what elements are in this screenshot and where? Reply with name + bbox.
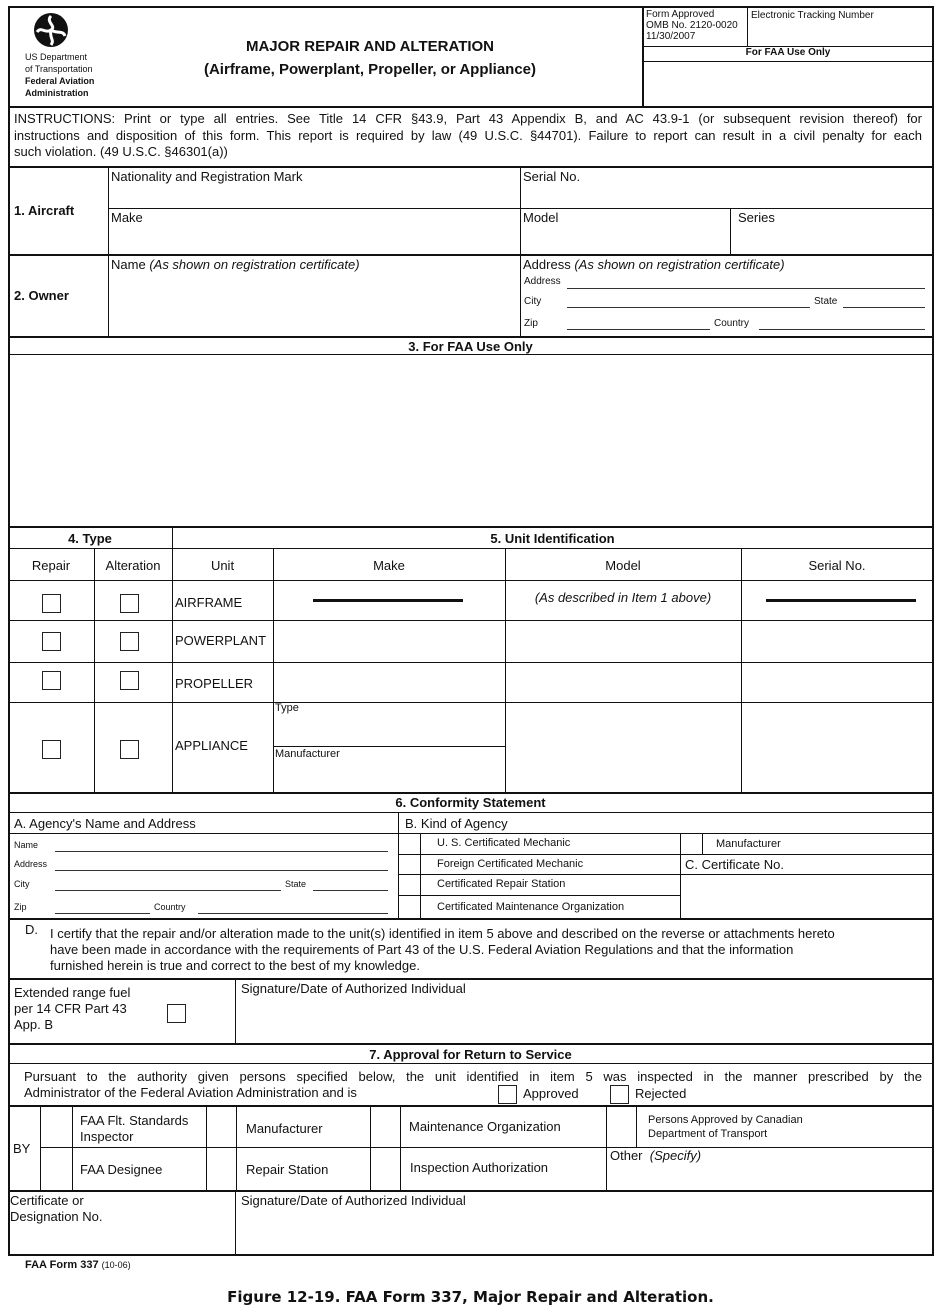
appliance-type-field[interactable]: Type [275, 702, 299, 714]
kind-maintenance-org: Certificated Maintenance Organization [437, 901, 625, 913]
approval-signature-field[interactable]: Signature/Date of Authorized Individual [241, 1193, 466, 1208]
maintenance-org-label: Maintenance Organization [409, 1119, 561, 1134]
extended-range-fuel-label: Extended range fuel per 14 CFR Part 43 App. B [14, 985, 131, 1032]
unit-propeller: PROPELLER [175, 676, 254, 691]
owner-section-label: 2. Owner [14, 288, 69, 303]
make-header: Make [373, 558, 405, 573]
owner-city-input[interactable] [567, 307, 810, 308]
canadian-checkbox[interactable] [607, 1106, 636, 1147]
model-header: Model [605, 558, 641, 573]
unit-airframe: AIRFRAME [175, 595, 243, 610]
maintenance-org-approval-checkbox[interactable] [371, 1106, 400, 1147]
faa-use-only-label: For FAA Use Only [745, 47, 831, 58]
flt-standards-label: FAA Flt. Standards Inspector [80, 1113, 189, 1144]
agency-address-label: Address [14, 859, 48, 869]
owner-zip-input[interactable] [567, 329, 710, 330]
aircraft-make-field[interactable]: Make [111, 210, 143, 225]
airframe-serial-na-line [766, 599, 916, 602]
foreign-mechanic-checkbox[interactable] [399, 855, 420, 874]
manufacturer-label: Manufacturer [246, 1121, 323, 1136]
unit-section-label: 5. Unit Identification [490, 531, 615, 546]
dot-logo-icon [33, 12, 69, 48]
agency-city-input[interactable] [55, 890, 281, 891]
agency-zip-label: Zip [14, 902, 27, 912]
propeller-repair-checkbox[interactable] [42, 671, 61, 690]
owner-state-input[interactable] [843, 307, 925, 308]
kind-us-mechanic: U. S. Certificated Mechanic [437, 837, 571, 849]
appliance-repair-checkbox[interactable] [42, 740, 61, 759]
repair-header: Repair [31, 558, 71, 573]
airframe-alteration-checkbox[interactable] [120, 594, 139, 613]
repair-station-label: Repair Station [246, 1162, 329, 1177]
address-label: Address [524, 276, 561, 287]
unit-header: Unit [210, 558, 235, 573]
powerplant-repair-checkbox[interactable] [42, 632, 61, 651]
unit-appliance: APPLIANCE [175, 738, 248, 753]
manufacturer-checkbox[interactable] [681, 834, 702, 854]
airframe-make-na-line [313, 599, 463, 602]
agency-name-label: Name [14, 840, 39, 850]
agency-state-input[interactable] [313, 890, 388, 891]
by-label: BY [13, 1141, 31, 1156]
owner-address-input[interactable] [567, 288, 925, 289]
owner-address-heading: Address (As shown on registration certificate) [523, 257, 785, 272]
repair-station-approval-checkbox[interactable] [207, 1148, 236, 1190]
figure-caption: Figure 12-19. FAA Form 337, Major Repair and Alteration. [227, 1288, 714, 1306]
designee-label: FAA Designee [80, 1162, 163, 1177]
approved-label: Approved [523, 1086, 579, 1101]
serial-header: Serial No. [808, 558, 866, 573]
inspection-auth-label: Inspection Authorization [410, 1160, 549, 1175]
aircraft-series-field[interactable]: Series [738, 210, 775, 225]
approved-checkbox[interactable] [498, 1085, 517, 1104]
airframe-model-note: (As described in Item 1 above) [534, 590, 712, 605]
faa-use-section-label: 3. For FAA Use Only [408, 339, 533, 354]
flt-standards-checkbox[interactable] [41, 1106, 72, 1147]
faa-use-area[interactable] [9, 355, 932, 525]
owner-country-input[interactable] [759, 329, 925, 330]
agency-name-input[interactable] [55, 851, 388, 852]
conformity-section-label: 6. Conformity Statement [395, 795, 546, 810]
city-label: City [524, 296, 542, 307]
aircraft-serial-field[interactable]: Serial No. [523, 169, 581, 184]
conformity-signature-field[interactable]: Signature/Date of Authorized Individual [241, 981, 466, 996]
rejected-checkbox[interactable] [610, 1085, 629, 1104]
omb-info: Form Approved OMB No. 2120-0020 11/30/2007 [646, 9, 738, 42]
tracking-number-label: Electronic Tracking Number [751, 10, 874, 21]
agency-country-input[interactable] [198, 913, 388, 914]
zip-label: Zip [524, 318, 538, 329]
repair-station-checkbox[interactable] [399, 875, 420, 895]
certification-d-label: D. [25, 922, 38, 937]
canadian-label: Persons Approved by Canadian Department of Transport [648, 1114, 803, 1140]
appliance-manufacturer-field[interactable]: Manufacturer [275, 748, 340, 760]
manufacturer-approval-checkbox[interactable] [207, 1106, 236, 1147]
extended-range-fuel-checkbox[interactable] [167, 1004, 186, 1023]
maintenance-org-checkbox[interactable] [399, 896, 420, 918]
agency-address-input[interactable] [55, 870, 388, 871]
form-subtitle: (Airframe, Powerplant, Propeller, or Appliance) [203, 61, 537, 78]
designation-no-field[interactable]: Certificate or Designation No. [10, 1193, 103, 1224]
agency-state-label: State [285, 879, 307, 889]
registration-mark-field[interactable]: Nationality and Registration Mark [111, 169, 303, 184]
agency-name-heading: A. Agency's Name and Address [14, 816, 196, 831]
agency-country-label: Country [154, 902, 186, 912]
airframe-repair-checkbox[interactable] [42, 594, 61, 613]
kind-manufacturer: Manufacturer [716, 838, 781, 850]
us-mechanic-checkbox[interactable] [399, 834, 420, 854]
aircraft-model-field[interactable]: Model [523, 210, 559, 225]
powerplant-alteration-checkbox[interactable] [120, 632, 139, 651]
propeller-alteration-checkbox[interactable] [120, 671, 139, 690]
agency-city-label: City [14, 879, 30, 889]
approval-statement: Pursuant to the authority given persons specified below, the unit identified in item 5 was inspected in the manner prescribed by the Administrator of the Federal Aviation Administration and is [24, 1069, 922, 1100]
form-number: FAA Form 337 (10-06) [25, 1259, 131, 1271]
alteration-header: Alteration [105, 558, 161, 573]
appliance-alteration-checkbox[interactable] [120, 740, 139, 759]
other-specify-field[interactable]: Other (Specify) [610, 1148, 702, 1163]
rejected-label: Rejected [635, 1086, 687, 1101]
inspection-auth-checkbox[interactable] [371, 1148, 400, 1190]
approval-section-label: 7. Approval for Return to Service [369, 1047, 572, 1062]
owner-name-field[interactable]: Name (As shown on registration certificate) [111, 257, 360, 272]
aircraft-section-label: 1. Aircraft [14, 203, 75, 218]
designee-checkbox[interactable] [41, 1148, 72, 1190]
certificate-no-field[interactable]: C. Certificate No. [685, 857, 784, 872]
kind-foreign-mechanic: Foreign Certificated Mechanic [437, 858, 584, 870]
instructions: INSTRUCTIONS: Print or type all entries. See Title 14 CFR §43.9, Part 43 Appendix B, and AC 43.9-1 (or subsequent revision thereof) for instructions and disposition of this form. This report is required by law (49 U.S.C. §44701). Failure to report can result in a civil penalty for each such violation. (49 U.S.C. §46301(a)) [14, 111, 922, 159]
type-section-label: 4. Type [68, 531, 112, 546]
form-title: MAJOR REPAIR AND ALTERATION [245, 38, 495, 55]
kind-repair-station: Certificated Repair Station [437, 878, 566, 890]
unit-powerplant: POWERPLANT [175, 633, 267, 648]
agency-zip-input[interactable] [55, 913, 150, 914]
certification-statement: I certify that the repair and/or alteration made to the unit(s) identified in item 5 above and described on the reverse or attachments hereto have been made in accordance with the requirements of Part 43 of the U.S. Federal Aviation Regulations and that the information furnished herein is true and correct to the best of my knowledge. [50, 926, 835, 973]
agency-name: US Department of Transportation Federal Aviation Administration [25, 52, 95, 98]
state-label: State [814, 296, 838, 307]
kind-of-agency-heading: B. Kind of Agency [405, 816, 508, 831]
country-label: Country [714, 318, 750, 329]
